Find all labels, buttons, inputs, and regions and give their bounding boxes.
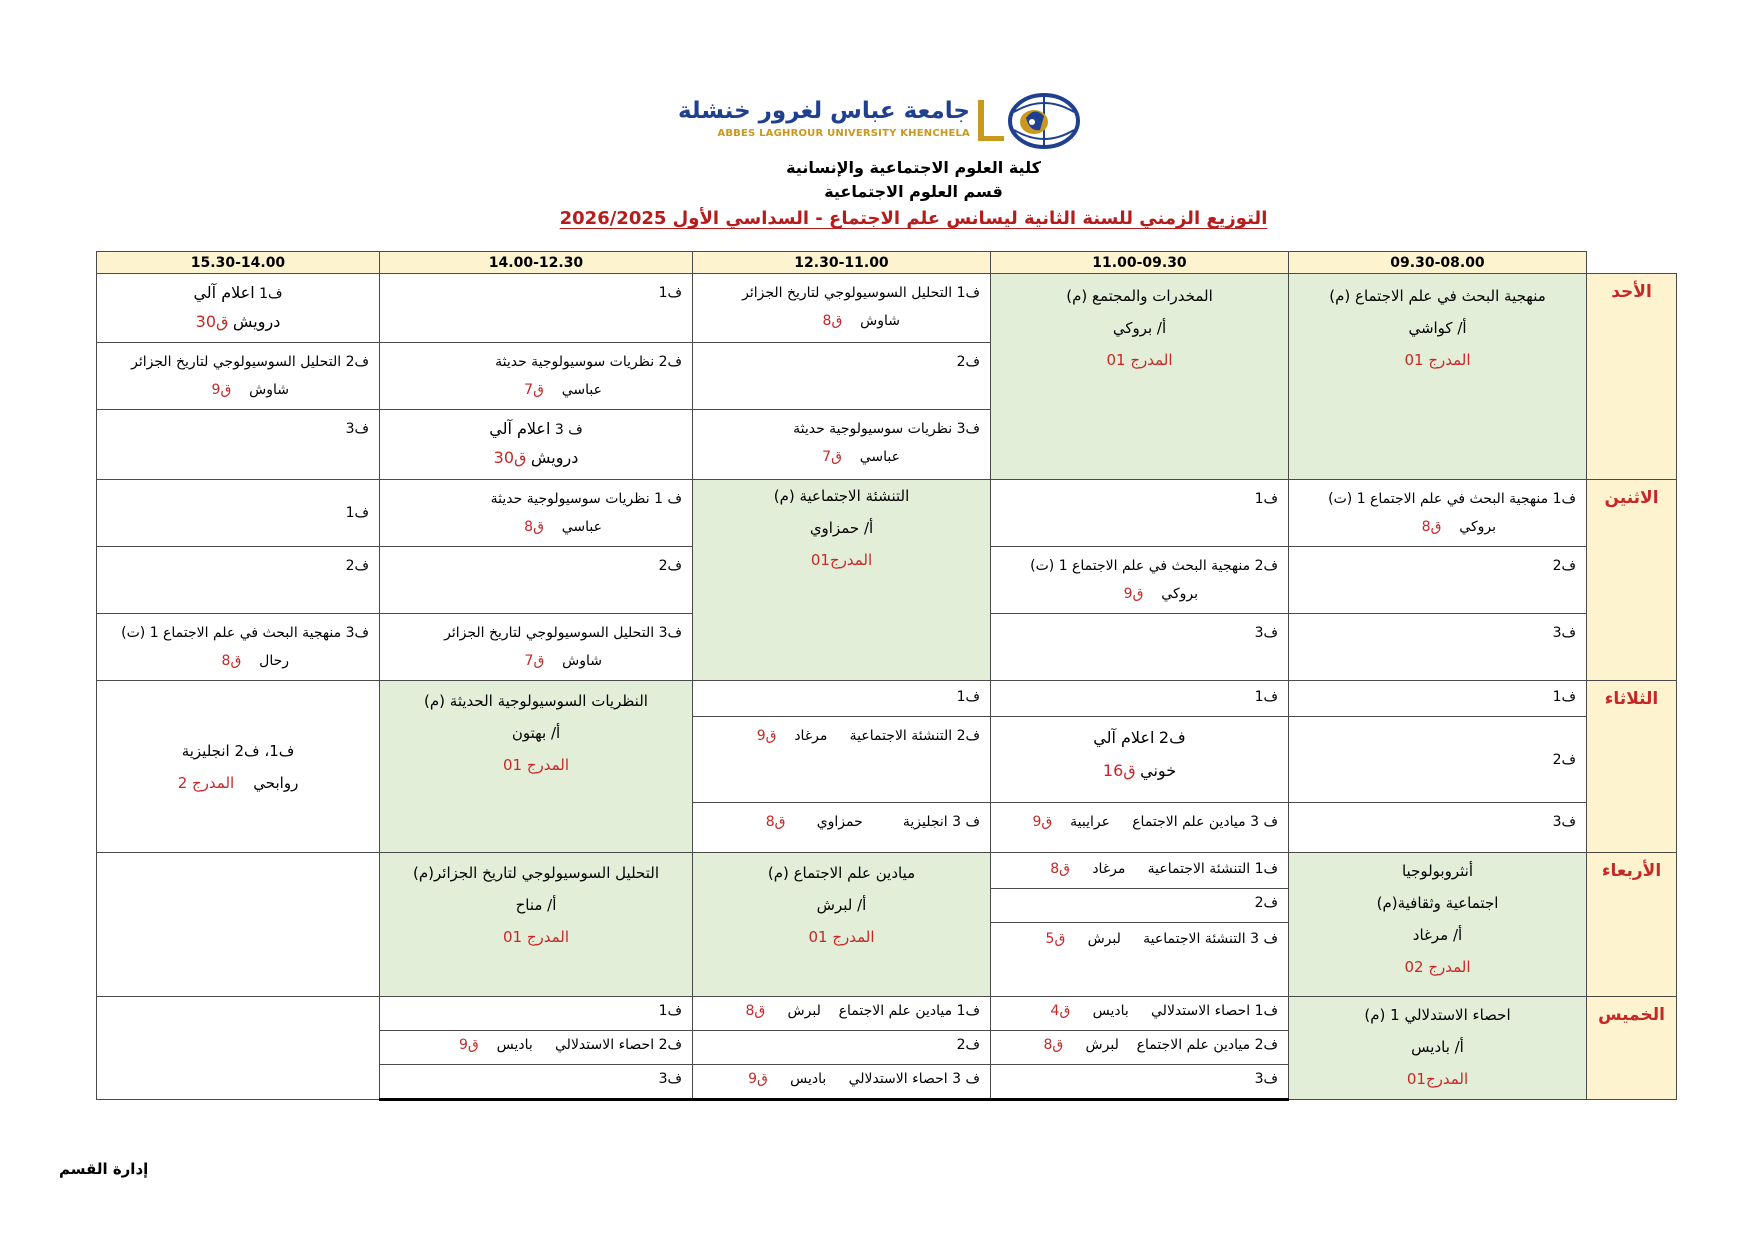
course-name: التحليل السوسيولوجي لتاريخ الجزائر bbox=[444, 625, 655, 641]
course-name: التنشئة الاجتماعية (م) bbox=[773, 487, 910, 505]
group-cell bbox=[1289, 681, 1587, 717]
day-sunday: الأحد bbox=[1587, 274, 1677, 480]
course-name: منهجية البحث في علم الاجتماع 1 (ت) bbox=[1328, 491, 1549, 507]
teacher-name: باديس bbox=[496, 1037, 533, 1053]
group-label: ف2 bbox=[345, 354, 369, 370]
group-label: ف3 bbox=[1254, 625, 1278, 641]
group-label: ف 3 bbox=[952, 814, 980, 830]
group-label: ف1 bbox=[956, 689, 980, 705]
lecture-cell bbox=[991, 274, 1289, 480]
group-label: ف2 bbox=[1254, 1037, 1278, 1053]
group-label: ف3 bbox=[956, 421, 980, 437]
teacher-name: شاوش bbox=[562, 653, 602, 669]
lecture-cell bbox=[1289, 853, 1587, 997]
lecture-cell bbox=[693, 853, 991, 997]
group-label: ف1 bbox=[658, 285, 682, 301]
group-label: ف1 bbox=[259, 286, 283, 302]
group-label: ف2 bbox=[1254, 558, 1278, 574]
group-cell bbox=[380, 547, 693, 614]
faculty-name: كلية العلوم الاجتماعية والإنسانية bbox=[786, 158, 1041, 177]
course-name: نظريات سوسيولوجية حديثة bbox=[793, 421, 953, 437]
group-cell bbox=[97, 480, 380, 547]
group-cell bbox=[97, 410, 380, 480]
group-cell bbox=[1289, 717, 1587, 803]
group-cell bbox=[97, 547, 380, 614]
teacher-name: أ/ مرغاد bbox=[1412, 926, 1463, 944]
course-name: ميادين علم الاجتماع bbox=[1132, 814, 1246, 830]
group-label: ف1 bbox=[1254, 491, 1278, 507]
course-name: ميادين علم الاجتماع bbox=[1136, 1037, 1251, 1053]
day-monday: الاثنين bbox=[1587, 480, 1677, 681]
course-name: منهجية البحث في علم الاجتماع 1 (ت) bbox=[121, 625, 342, 641]
course-name: اعلام آلي bbox=[193, 283, 255, 302]
group-label: ف1 bbox=[956, 285, 980, 301]
group-cell bbox=[97, 343, 380, 410]
group-cell bbox=[991, 681, 1289, 717]
group-label: ف3 bbox=[1552, 814, 1576, 830]
teacher-name: باديس bbox=[1092, 1003, 1129, 1019]
room-name: المدرج01 bbox=[810, 551, 873, 569]
teacher-name: أ/ مناح bbox=[515, 896, 557, 914]
room-name: ق8 bbox=[524, 519, 544, 535]
group-cell bbox=[991, 1065, 1289, 1100]
group-cell bbox=[991, 853, 1289, 889]
teacher-name: لبرش bbox=[1085, 1037, 1119, 1053]
course-name: التحليل السوسيولوجي لتاريخ الجزائر bbox=[131, 354, 342, 370]
teacher-name: مرغاد bbox=[794, 728, 828, 744]
course-name-cont: اجتماعية وثقافية(م) bbox=[1376, 894, 1499, 912]
teacher-name: درويش bbox=[530, 448, 579, 467]
corner-cell bbox=[1587, 252, 1677, 274]
room-name: ق9 bbox=[211, 382, 232, 398]
room-name: المدرج 01 bbox=[502, 756, 570, 774]
day-thursday: الخميس bbox=[1587, 997, 1677, 1100]
group-cell bbox=[380, 1031, 693, 1065]
group-label: ف 1 bbox=[654, 491, 682, 507]
course-name: اعلام آلي bbox=[1093, 728, 1155, 747]
teacher-name: أ/ باديس bbox=[1411, 1038, 1464, 1056]
room-name: المدرج 01 bbox=[502, 928, 570, 946]
course-name: أنثروبولوجيا bbox=[1401, 862, 1473, 880]
group-cell bbox=[693, 681, 991, 717]
group-label: ف 3 bbox=[1250, 814, 1278, 830]
time-slot-2: 11.00-09.30 bbox=[991, 252, 1289, 274]
group-label: ف 3 bbox=[1250, 931, 1278, 947]
group-label: ف3 bbox=[345, 625, 369, 641]
room-name: ق8 bbox=[822, 313, 843, 329]
room-name: المدرج01 bbox=[1406, 1070, 1469, 1088]
group-cell bbox=[991, 717, 1289, 803]
group-cell bbox=[991, 803, 1289, 853]
group-cell bbox=[1289, 480, 1587, 547]
group-label: ف3 bbox=[1552, 625, 1576, 641]
teacher-name: رحال bbox=[259, 653, 289, 669]
course-name: التنشئة الاجتماعية bbox=[849, 728, 953, 744]
teacher-name: أ/ بروكي bbox=[1112, 319, 1167, 337]
group-label: ف2 bbox=[658, 558, 682, 574]
group-label: ف1 bbox=[1552, 689, 1576, 705]
teacher-name: عباسي bbox=[561, 382, 602, 398]
course-name: المخدرات والمجتمع (م) bbox=[1066, 287, 1213, 305]
room-name: ق9 bbox=[1032, 814, 1053, 830]
room-name: المدرج 02 bbox=[1404, 958, 1471, 976]
room-name: ق7 bbox=[524, 653, 545, 669]
course-name: احصاء الاستدلالي bbox=[555, 1037, 655, 1053]
group-cell bbox=[380, 997, 693, 1031]
lecture-cell bbox=[1289, 997, 1587, 1100]
room-name: ق4 bbox=[1050, 1003, 1071, 1019]
teacher-name: باديس bbox=[790, 1071, 827, 1087]
day-wednesday: الأربعاء bbox=[1587, 853, 1677, 997]
group-cell bbox=[693, 343, 991, 410]
group-cell bbox=[991, 889, 1289, 923]
teacher-name: حمزاوي bbox=[816, 814, 863, 830]
group-label: ف2 bbox=[658, 1037, 682, 1053]
group-cell bbox=[991, 614, 1289, 681]
group-cell bbox=[693, 717, 991, 803]
group-label: ف1 bbox=[658, 1003, 682, 1019]
time-slot-3: 12.30-11.00 bbox=[693, 252, 991, 274]
timetable bbox=[96, 251, 1677, 1101]
group-cell bbox=[693, 803, 991, 853]
teacher-name: روابحي bbox=[253, 773, 299, 792]
course-name: انجليزية bbox=[902, 814, 948, 830]
group-label: ف2 bbox=[1254, 895, 1278, 911]
university-emblem-icon bbox=[974, 92, 1082, 150]
department-name: قسم العلوم الاجتماعية bbox=[824, 182, 1003, 201]
course-name: اعلام آلي bbox=[489, 419, 551, 438]
group-label: ف2 bbox=[1552, 558, 1576, 574]
teacher-name: أ/ حمزاوي bbox=[809, 519, 874, 537]
group-label: ف2 bbox=[956, 354, 980, 370]
room-name: ق9 bbox=[756, 728, 777, 744]
room-name: ق16 bbox=[1102, 761, 1136, 780]
course-name: ميادين علم الاجتماع bbox=[838, 1003, 953, 1019]
group-cell bbox=[693, 1065, 991, 1100]
course-name: احصاء الاستدلالي bbox=[848, 1071, 948, 1087]
group-cell bbox=[380, 410, 693, 480]
room-name: ق8 bbox=[765, 814, 786, 830]
room-name: المدرج 01 bbox=[1404, 351, 1471, 369]
group-label: ف2 bbox=[956, 1037, 980, 1053]
lecture-cell bbox=[380, 853, 693, 997]
course-name: التنشئة الاجتماعية bbox=[1147, 861, 1251, 877]
teacher-name: عرايبية bbox=[1070, 814, 1110, 830]
teacher-name: أ/ لبرش bbox=[816, 896, 867, 914]
group-label: ف2 bbox=[1552, 751, 1576, 768]
lecture-cell bbox=[380, 681, 693, 853]
course-name: ميادين علم الاجتماع (م) bbox=[767, 864, 916, 882]
empty-cell bbox=[97, 997, 380, 1100]
course-name: التحليل السوسيولوجي لتاريخ الجزائر(م) bbox=[413, 864, 659, 882]
group-cell bbox=[991, 997, 1289, 1031]
logo-arabic-name: جامعة عباس لغرور خنشلة bbox=[677, 98, 970, 124]
room-name: ق7 bbox=[524, 382, 544, 398]
room-name: ق5 bbox=[1045, 931, 1066, 947]
course-name: احصاء الاستدلالي bbox=[1151, 1003, 1251, 1019]
group-label: ف1 bbox=[956, 1003, 980, 1019]
group-cell bbox=[380, 343, 693, 410]
logo-english-name: ABBES LAGHROUR UNIVERSITY KHENCHELA bbox=[717, 128, 970, 139]
group-label: ف3 bbox=[658, 625, 682, 641]
lecture-cell bbox=[693, 480, 991, 681]
teacher-name: عباسي bbox=[561, 519, 602, 535]
group-cell bbox=[380, 1065, 693, 1100]
group-label: ف1 bbox=[1254, 689, 1278, 705]
lecture-cell bbox=[97, 681, 380, 853]
university-logo bbox=[677, 92, 1082, 154]
group-cell bbox=[693, 1031, 991, 1065]
group-cell bbox=[693, 997, 991, 1031]
group-cell bbox=[991, 547, 1289, 614]
day-tuesday: الثلاثاء bbox=[1587, 681, 1677, 853]
group-label: ف2 bbox=[956, 728, 980, 744]
group-label: ف1 bbox=[1254, 1003, 1278, 1019]
room-name: ق30 bbox=[195, 312, 229, 331]
teacher-name: درويش bbox=[232, 312, 281, 331]
time-slot-5: 15.30-14.00 bbox=[97, 252, 380, 274]
time-slot-1: 09.30-08.00 bbox=[1289, 252, 1587, 274]
group-cell bbox=[97, 274, 380, 343]
page-title: التوزيع الزمني للسنة الثانية ليسانس علم الاجتماع - السداسي الأول 2026/2025 bbox=[559, 208, 1268, 229]
room-name: المدرج 2 bbox=[177, 773, 235, 792]
room-name: ق8 bbox=[1421, 519, 1442, 535]
room-name: ق8 bbox=[745, 1003, 766, 1019]
group-label: ف1 bbox=[1552, 491, 1576, 507]
time-slot-4: 14.00-12.30 bbox=[380, 252, 693, 274]
teacher-name: خوني bbox=[1140, 761, 1177, 780]
teacher-name: بروكي bbox=[1459, 519, 1496, 535]
teacher-name: لبرش bbox=[1087, 931, 1121, 947]
room-name: ق7 bbox=[822, 449, 842, 465]
room-name: ق30 bbox=[493, 448, 527, 467]
lecture-cell bbox=[1289, 274, 1587, 480]
room-name: ق8 bbox=[1043, 1037, 1064, 1053]
department-signature: إدارة القسم bbox=[59, 1160, 149, 1178]
teacher-name: أ/ بهتون bbox=[511, 724, 561, 742]
room-name: ق9 bbox=[748, 1071, 768, 1087]
group-cell bbox=[991, 923, 1289, 997]
group-cell bbox=[380, 274, 693, 343]
group-cell bbox=[1289, 803, 1587, 853]
group-cell bbox=[380, 614, 693, 681]
room-name: ق9 bbox=[458, 1037, 479, 1053]
teacher-name: لبرش bbox=[787, 1003, 821, 1019]
teacher-name: بروكي bbox=[1161, 586, 1198, 602]
group-label: ف1 bbox=[345, 505, 369, 521]
course-name: منهجية البحث في علم الاجتماع 1 (ت) bbox=[1030, 558, 1251, 574]
group-label: ف3 bbox=[345, 421, 369, 437]
course-name: احصاء الاستدلالي 1 (م) bbox=[1364, 1006, 1511, 1024]
room-name: المدرج 01 bbox=[808, 928, 875, 946]
group-label: ف3 bbox=[658, 1071, 682, 1087]
group-cell bbox=[991, 480, 1289, 547]
group-label: ف2 bbox=[658, 354, 682, 370]
group-cell bbox=[693, 274, 991, 343]
course-name: النظريات السوسيولوجية الحديثة (م) bbox=[424, 692, 648, 710]
group-cell bbox=[1289, 547, 1587, 614]
teacher-name: شاوش bbox=[860, 313, 900, 329]
group-label: ف 3 bbox=[554, 422, 583, 438]
group-cell bbox=[97, 614, 380, 681]
teacher-name: مرغاد bbox=[1092, 861, 1126, 877]
room-name: ق9 bbox=[1123, 586, 1144, 602]
group-label: ف 3 bbox=[952, 1071, 980, 1087]
room-name: ق8 bbox=[221, 653, 242, 669]
teacher-name: شاوش bbox=[249, 382, 289, 398]
room-name: ق8 bbox=[1050, 861, 1071, 877]
group-label: ف3 bbox=[1254, 1071, 1278, 1087]
group-cell bbox=[380, 480, 693, 547]
teacher-name: عباسي bbox=[859, 449, 900, 465]
group-label: ف1 bbox=[1254, 861, 1278, 877]
group-cell bbox=[991, 1031, 1289, 1065]
course-name: التحليل السوسيولوجي لتاريخ الجزائر bbox=[742, 285, 953, 301]
time-header-row bbox=[97, 252, 1677, 274]
group-label: ف2 bbox=[1158, 728, 1186, 747]
room-name: المدرج 01 bbox=[1106, 351, 1173, 369]
teacher-name: أ/ كواشي bbox=[1408, 319, 1467, 337]
course-name: ف1، ف2 انجليزية bbox=[181, 741, 295, 760]
course-name: التنشئة الاجتماعية bbox=[1143, 931, 1246, 947]
group-cell bbox=[1289, 614, 1587, 681]
group-label: ف2 bbox=[345, 558, 369, 574]
empty-cell bbox=[97, 853, 380, 997]
course-name: نظريات سوسيولوجية حديثة bbox=[495, 354, 655, 370]
course-name: منهجية البحث في علم الاجتماع (م) bbox=[1329, 287, 1546, 305]
course-name: نظريات سوسيولوجية حديثة bbox=[490, 491, 650, 507]
group-cell bbox=[693, 410, 991, 480]
